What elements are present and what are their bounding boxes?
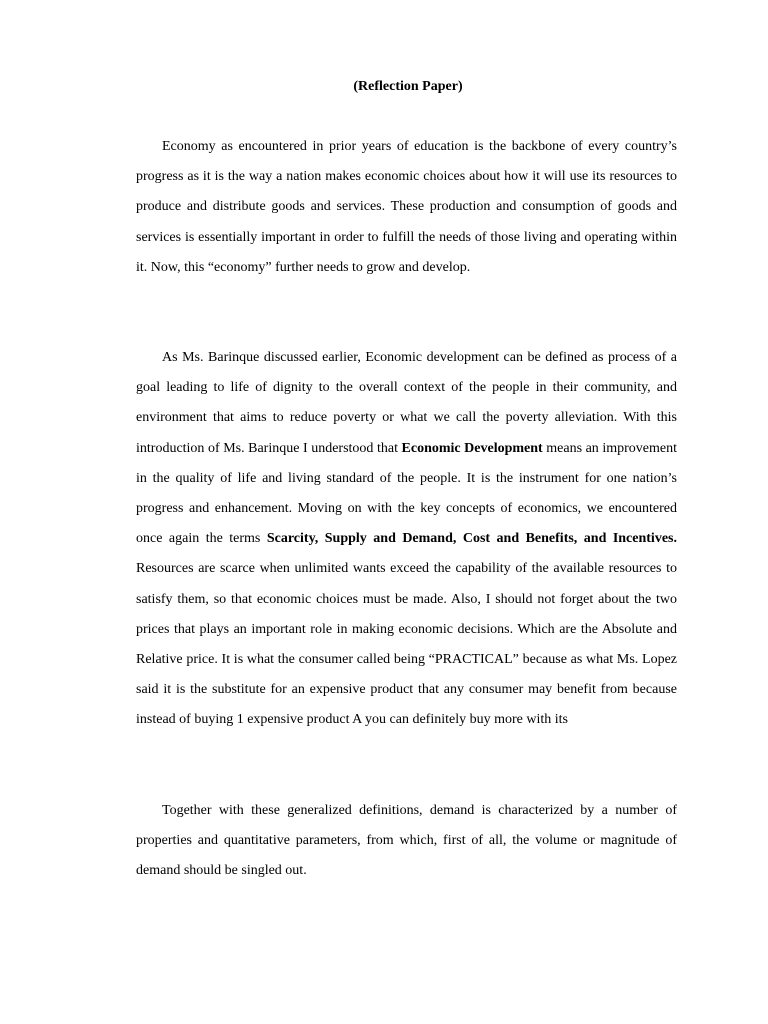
paragraph-text-segment: means an improvement in the quality of life and living standard of the people. It is the instrument for one nation’s progress and enhancement. Moving on with the key concepts of economics, we encountered once again the terms [136,440,677,547]
bold-term-economic-development: Economic Development [401,440,543,456]
document-title: (Reflection Paper) [353,79,463,94]
paragraph-text-segment: Resources are scarce when unlimited wants exceed the capability of the available resources to satisfy them, so that economic choices must be made. Also, I should not forget about the two prices that plays an important role in making economic decisions. Which are the Absolute and Relative price. It is what the consumer called being “PRACTICAL” because as what Ms. Lopez said it is the substitute for an expensive product that any consumer may benefit from because instead of buying 1 expensive product A you can definitely buy more with its [136,561,677,728]
paragraph-text-segment: As Ms. Barinque discussed earlier, Economic development can be defined as process of a goal leading to life of dignity to the overall context of the people in their community, and environment that aims to reduce poverty or what we call the poverty alleviation. With this introduction of Ms. Barinque I understood that [136,350,677,456]
bold-term-key-concepts: Scarcity, Supply and Demand, Cost and Benefits, and Incentives. [266,531,677,547]
paragraph-economic-development [136,343,677,736]
paragraph-intro: Economy as encountered in prior years of education is the backbone of every country’s progress as it is the way a nation makes economic choices about how it will use its resources to produce and distribute goods and services. These production and consumption of goods and services is essentially important in order to fulfill the needs of those living and operating within it. Now, this “economy” further needs to grow and develop. [136,139,677,275]
paragraph-demand: Together with these generalized definitions, demand is characterized by a number of properties and quantitative parameters, from which, first of all, the volume or magnitude of demand should be singled out. [136,803,677,879]
